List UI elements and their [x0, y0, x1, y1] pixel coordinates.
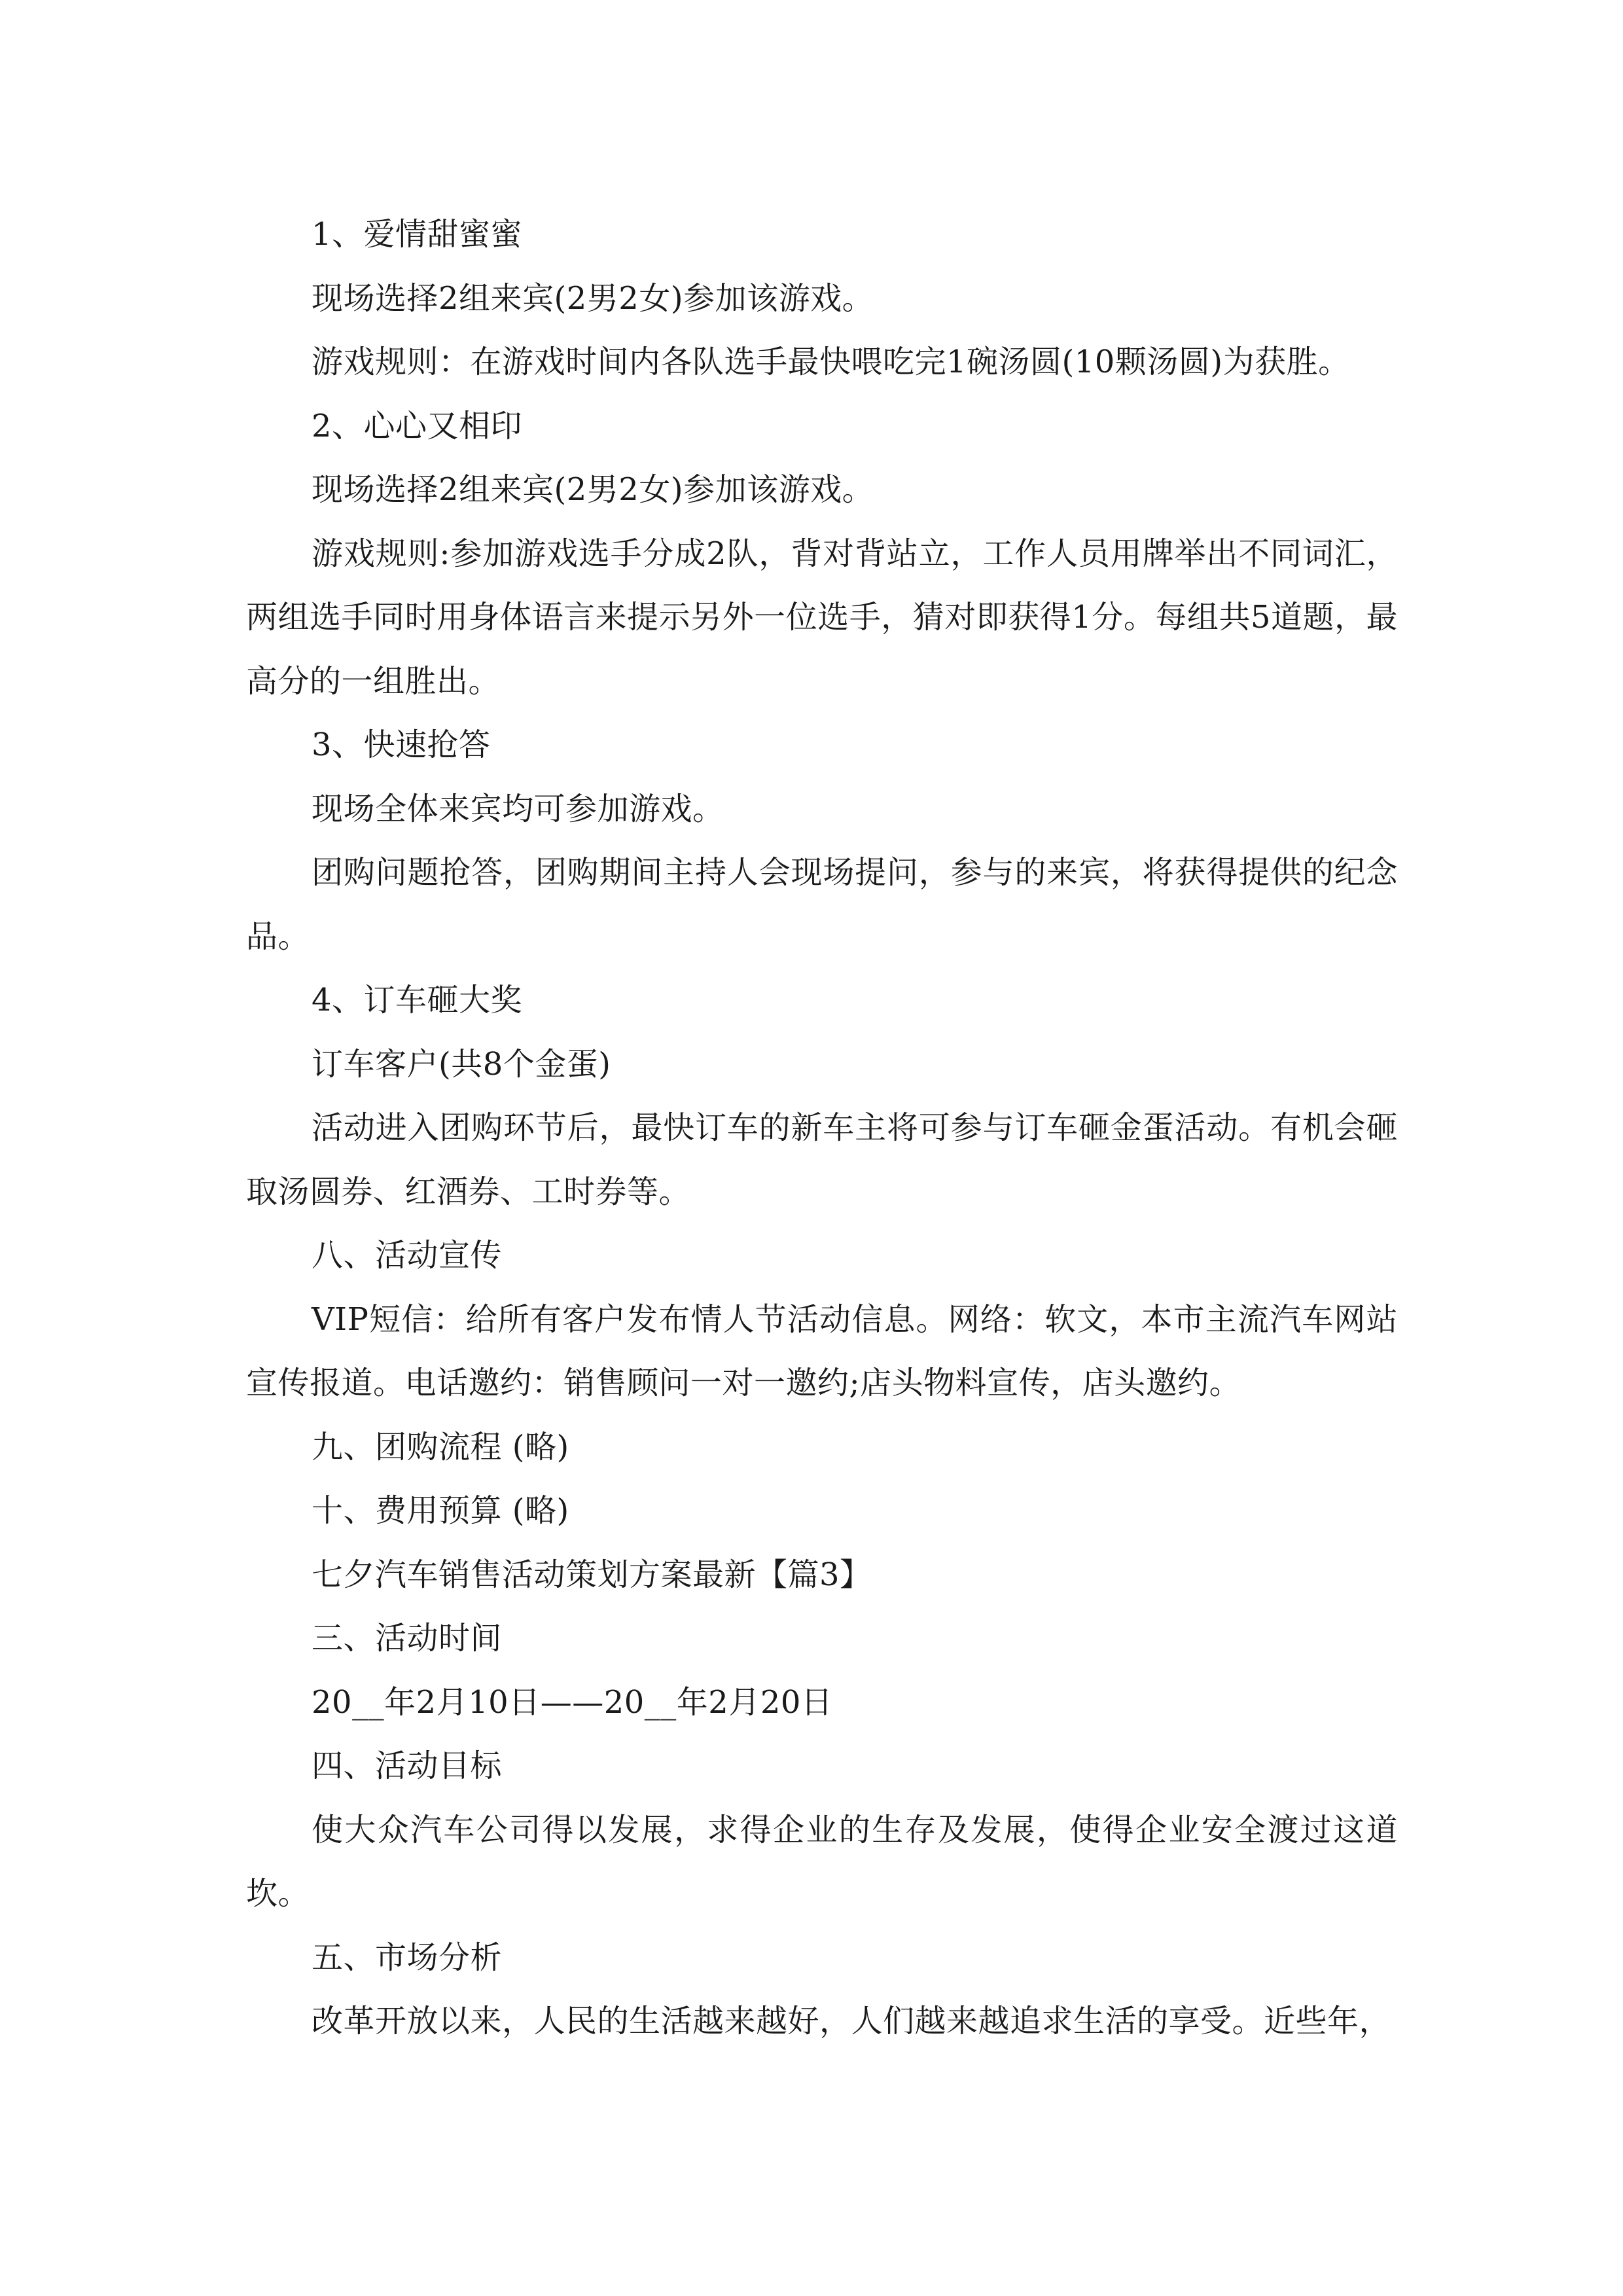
- paragraph: VIP短信：给所有客户发布情人节活动信息。网络：软文，本市主流汽车网站宣传报道。电话邀约：销售顾问一对一邀约;店头物料宣传，店头邀约。: [246, 1300, 1398, 1401]
- item-heading-3: 3、快速抢答: [312, 726, 491, 763]
- item-heading-2: 2、心心又相印: [312, 407, 523, 444]
- paragraph: 游戏规则：在游戏时间内各队选手最快喂吃完1碗汤圆(10颗汤圆)为获胜。: [312, 344, 1350, 380]
- item-heading-4: 4、订车砸大奖: [312, 982, 523, 1018]
- paragraph: 20__年2月10日——20__年2月20日: [312, 1683, 833, 1721]
- section-heading-time: 三、活动时间: [312, 1620, 503, 1657]
- section-heading-goal: 四、活动目标: [312, 1748, 503, 1784]
- paragraph: 现场全体来宾均可参加游戏。: [312, 790, 724, 827]
- paragraph: 改革开放以来，人民的生活越来越好，人们越来越追求生活的享受。近些年，: [312, 2003, 1391, 2039]
- paragraph: 订车客户(共8个金蛋): [312, 1045, 611, 1083]
- paragraph: 游戏规则:参加游戏选手分成2队，背对背站立，工作人员用牌举出不同词汇，两组选手同时用身体语言来提示另外一位选手，猜对即获得1分。每组共5道题，最高分的一组胜出。: [246, 535, 1398, 700]
- paragraph: 活动进入团购环节后，最快订车的新车主将可参与订车砸金蛋活动。有机会砸取汤圆券、红酒券、工时券等。: [246, 1109, 1398, 1210]
- section-heading-market: 五、市场分析: [312, 1939, 503, 1976]
- paragraph: 现场选择2组来宾(2男2女)参加该游戏。: [312, 471, 874, 508]
- document-body: [246, 203, 1398, 2054]
- section-heading-process: 九、团购流程 (略): [312, 1428, 569, 1465]
- article-title: 七夕汽车销售活动策划方案最新【篇3】: [312, 1556, 872, 1593]
- paragraph: 团购问题抢答，团购期间主持人会现场提问，参与的来宾，将获得提供的纪念品。: [246, 854, 1398, 955]
- paragraph: 使大众汽车公司得以发展，求得企业的生存及发展，使得企业安全渡过这道坎。: [246, 1811, 1398, 1912]
- section-heading-publicity: 八、活动宣传: [312, 1237, 503, 1274]
- item-heading-1: 1、爱情甜蜜蜜: [312, 216, 523, 253]
- paragraph: 现场选择2组来宾(2男2女)参加该游戏。: [312, 279, 874, 317]
- section-heading-budget: 十、费用预算 (略): [312, 1492, 569, 1529]
